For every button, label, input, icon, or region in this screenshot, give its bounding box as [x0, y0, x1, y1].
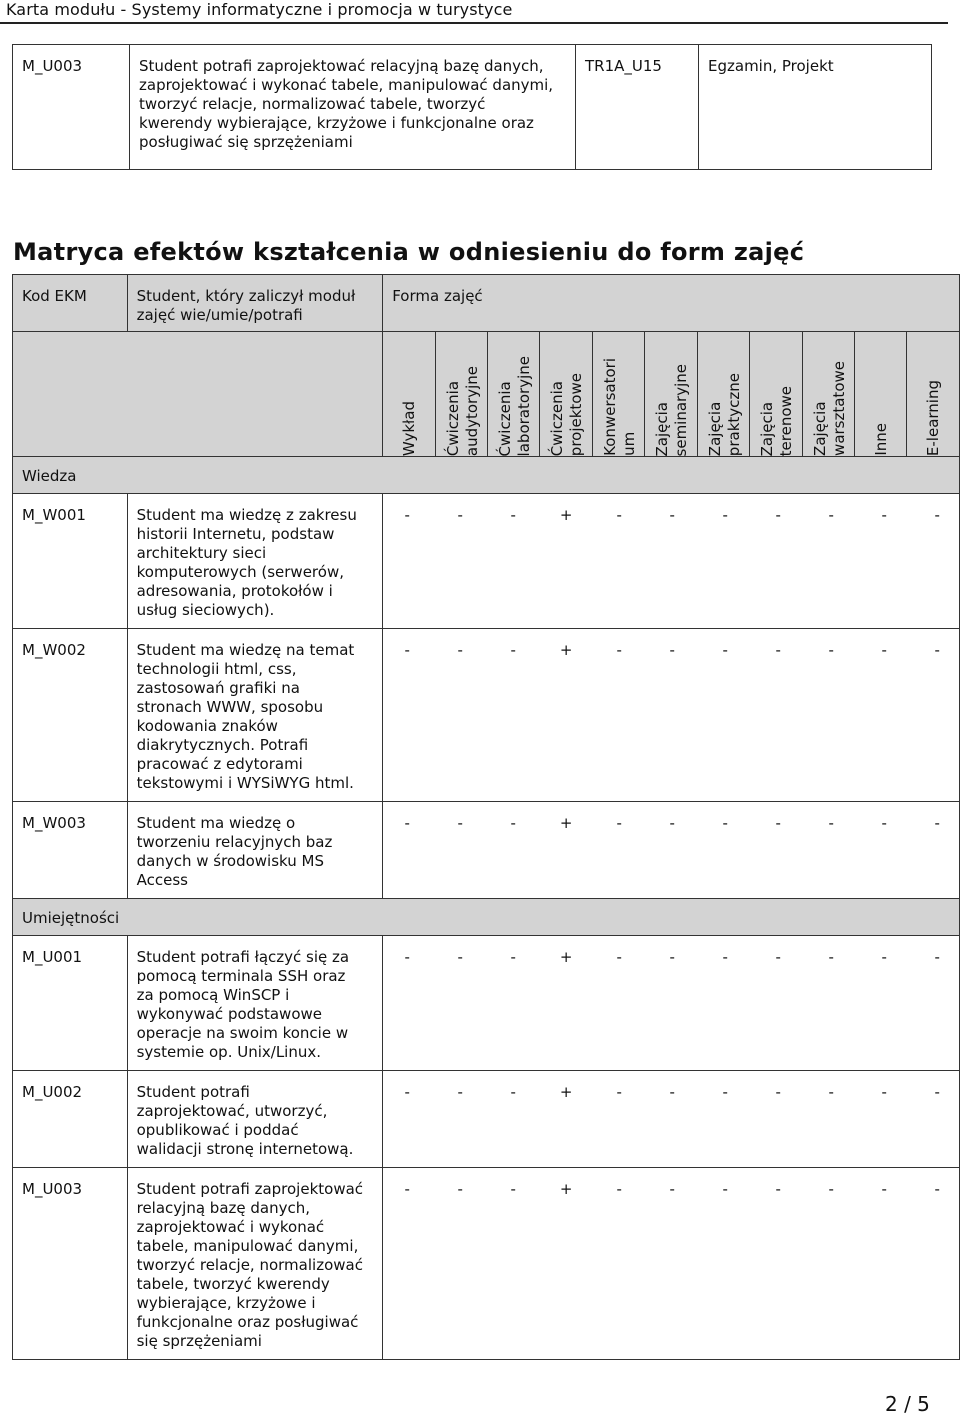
form-mark: - [404, 641, 410, 659]
section-label: Wiedza [13, 457, 960, 494]
description-line: opublikować i poddać [136, 1121, 299, 1139]
form-mark: - [934, 814, 940, 832]
form-mark: - [722, 948, 728, 966]
description-line: Student ma wiedzę o [136, 814, 296, 832]
description-line: zaprojektować i wykonać tabele, manipulować danymi, [139, 76, 554, 94]
form-mark: - [881, 506, 887, 524]
form-mark: - [828, 814, 834, 832]
section-row [13, 899, 960, 936]
form-mark: - [828, 1180, 834, 1198]
description-line: tabele, tworzyć kwerendy [136, 1275, 330, 1293]
form-label [811, 361, 849, 456]
description-line: walidacji stronę internetową. [136, 1140, 354, 1158]
section-row [13, 457, 960, 494]
description-line: Student potrafi łączyć się za [136, 948, 350, 966]
matrix-header-row [13, 275, 960, 332]
description-line: Student potrafi zaprojektować relacyjną bazę danych, [139, 57, 544, 75]
description-line: funkcjonalne oraz posługiwać [136, 1313, 359, 1331]
form-marks [383, 494, 960, 629]
table-row [13, 936, 960, 1071]
form-mark: - [828, 1083, 834, 1101]
form-mark: - [828, 641, 834, 659]
form-label-line: E-learning [924, 379, 943, 456]
header-description [127, 275, 383, 332]
form-label-line: seminaryjne [672, 363, 691, 456]
description-line: architektury sieci [136, 544, 267, 562]
form-mark: + [559, 1083, 573, 1101]
form-label-line: um [619, 431, 638, 456]
document-header-title: Karta modułu - Systemy informatyczne i promocja w turystyce [6, 0, 513, 19]
description-line: tekstowymi i WYSiWYG html. [136, 774, 354, 792]
header-forms [383, 275, 960, 332]
assessment-text: Egzamin, Projekt [708, 57, 834, 75]
form-label-line: praktyczne [724, 372, 743, 456]
ekm-description [127, 1071, 383, 1168]
form-label-line: Zajęcia [653, 401, 672, 456]
ekm-code: M_U002 [13, 1071, 128, 1168]
form-mark: - [775, 641, 781, 659]
form-mark: - [881, 641, 887, 659]
form-mark: - [457, 1180, 463, 1198]
form-marks [383, 802, 960, 899]
form-mark: - [775, 948, 781, 966]
form-label-line: Wykład [400, 400, 419, 456]
form-mark: - [404, 814, 410, 832]
form-mark: - [775, 1083, 781, 1101]
description-line: Student potrafi [136, 1083, 250, 1101]
description-line: tworzeniu relacyjnych baz [136, 833, 333, 851]
form-mark: - [404, 1180, 410, 1198]
description-line: usług sieciowych). [136, 601, 275, 619]
page-number: 2 / 5 [885, 1392, 930, 1416]
form-mark: - [669, 948, 675, 966]
description-line: tworzyć relacje, normalizować [136, 1256, 363, 1274]
form-label [548, 373, 586, 456]
form-header [383, 332, 435, 457]
form-header [855, 332, 907, 457]
form-mark: - [881, 814, 887, 832]
form-marks [383, 1071, 960, 1168]
description-line: zastosowań grafiki na [136, 679, 300, 697]
description-line: historii Internetu, podstaw [136, 525, 335, 543]
form-mark: - [722, 1180, 728, 1198]
description-line: technologii html, css, [136, 660, 297, 678]
form-mark: - [616, 506, 622, 524]
form-label-line: Zajęcia [810, 401, 829, 456]
form-mark: - [669, 1083, 675, 1101]
form-label-line: Ćwiczenia [496, 380, 515, 456]
form-header [540, 332, 592, 457]
form-mark: - [669, 1180, 675, 1198]
outcome-description [130, 45, 576, 170]
form-mark: - [457, 948, 463, 966]
form-mark: + [559, 641, 573, 659]
description-line: danych w środowisku MS [136, 852, 325, 870]
description-line: Access [136, 871, 188, 889]
form-mark: - [457, 814, 463, 832]
form-mark: - [616, 814, 622, 832]
form-mark: - [775, 1180, 781, 1198]
form-label [872, 423, 891, 456]
table-row [13, 45, 932, 170]
ekm-code: M_W002 [13, 629, 128, 802]
form-mark: + [559, 506, 573, 524]
form-mark: - [722, 641, 728, 659]
form-marks [383, 936, 960, 1071]
form-marks [383, 1168, 960, 1360]
description-line: relacyjną bazę danych, [136, 1199, 310, 1217]
form-marks [383, 629, 960, 802]
forms-spacer [13, 332, 383, 457]
form-mark: - [722, 1083, 728, 1101]
outcome-reference-table [12, 44, 932, 170]
description-line: zaprojektować i wykonać [136, 1218, 325, 1236]
outcomes-matrix-table [12, 274, 960, 1360]
form-mark: - [934, 1180, 940, 1198]
form-mark: - [616, 1083, 622, 1101]
form-mark: - [510, 814, 516, 832]
form-mark: - [510, 948, 516, 966]
form-header [907, 332, 960, 457]
form-label-line: Inne [872, 423, 891, 456]
description-line: kwerendy wybierające, krzyżowe i funkcjonalne oraz [139, 114, 534, 132]
form-mark: - [510, 1180, 516, 1198]
form-label-line: Zajęcia [758, 401, 777, 456]
form-mark: - [934, 641, 940, 659]
form-label-line: Zajęcia [705, 401, 724, 456]
form-label [444, 366, 482, 456]
description-line: tworzyć relacje, normalizować tabele, tworzyć [139, 95, 486, 113]
header-code-text: Kod EKM [22, 287, 87, 305]
form-header [802, 332, 854, 457]
ekm-description [127, 494, 383, 629]
form-label [758, 386, 796, 456]
form-mark: - [510, 1083, 516, 1101]
form-mark: + [559, 1180, 573, 1198]
description-line: Student ma wiedzę na temat [136, 641, 355, 659]
form-mark: - [722, 506, 728, 524]
form-label [601, 358, 639, 456]
form-mark: - [934, 506, 940, 524]
form-header [592, 332, 644, 457]
header-description-line: Student, który zaliczył moduł [136, 287, 356, 305]
form-header [697, 332, 749, 457]
form-mark: - [881, 1083, 887, 1101]
form-mark: - [457, 506, 463, 524]
form-mark: - [616, 948, 622, 966]
form-mark: - [404, 506, 410, 524]
matrix-forms-row [13, 332, 960, 457]
description-line: zaprojektować, utworzyć, [136, 1102, 328, 1120]
description-line: za pomocą WinSCP i [136, 986, 290, 1004]
table-row [13, 802, 960, 899]
ekm-code: M_W001 [13, 494, 128, 629]
outcome-code [13, 45, 130, 170]
form-mark: - [404, 1083, 410, 1101]
section-label: Umiejętności [13, 899, 960, 936]
form-label [924, 380, 943, 456]
description-line: Student ma wiedzę z zakresu [136, 506, 357, 524]
form-label [706, 373, 744, 456]
form-mark: - [828, 948, 834, 966]
form-label-line: terenowe [777, 385, 796, 456]
form-label-line: laboratoryjne [515, 355, 534, 456]
form-mark: - [881, 1180, 887, 1198]
section-title: Matryca efektów kształcenia w odniesieniu do form zajęć [13, 238, 805, 266]
table-row [13, 1168, 960, 1360]
outcome-assessment [699, 45, 932, 170]
ekm-code: M_U003 [13, 1168, 128, 1360]
header-divider [0, 22, 948, 24]
description-line: systemie op. Unix/Linux. [136, 1043, 322, 1061]
table-row [13, 494, 960, 629]
form-mark: - [669, 506, 675, 524]
form-mark: - [457, 1083, 463, 1101]
header-description-line: zajęć wie/umie/potrafi [136, 306, 303, 324]
outcome-code-text: M_U003 [22, 57, 83, 75]
form-label [653, 364, 691, 456]
form-mark: - [404, 948, 410, 966]
description-line: adresowania, protokołów i [136, 582, 333, 600]
form-mark: - [828, 506, 834, 524]
form-label [496, 356, 534, 456]
form-header [645, 332, 697, 457]
form-mark: - [669, 641, 675, 659]
outcome-reference [576, 45, 699, 170]
description-line: diakrytycznych. Potrafi [136, 736, 309, 754]
reference-text: TR1A_U15 [585, 57, 662, 75]
description-line: wykonywać podstawowe [136, 1005, 322, 1023]
description-line: Student potrafi zaprojektować [136, 1180, 364, 1198]
form-label-line: Konwersatori [600, 358, 619, 456]
form-label [400, 401, 419, 456]
form-mark: + [559, 814, 573, 832]
description-line: tabele, manipulować danymi, [136, 1237, 359, 1255]
description-line: kodowania znaków [136, 717, 278, 735]
form-label-line: audytoryjne [462, 365, 481, 456]
table-row [13, 629, 960, 802]
form-label-line: Ćwiczenia [443, 380, 462, 456]
form-label-line: projektowe [567, 372, 586, 456]
form-mark: - [881, 948, 887, 966]
form-header [750, 332, 802, 457]
form-mark: - [457, 641, 463, 659]
form-label-line: Ćwiczenia [548, 380, 567, 456]
ekm-description [127, 936, 383, 1071]
ekm-description [127, 629, 383, 802]
form-mark: - [934, 948, 940, 966]
description-line: operacje na swoim koncie w [136, 1024, 349, 1042]
table-row [13, 1071, 960, 1168]
ekm-code: M_W003 [13, 802, 128, 899]
header-forms-text: Forma zajęć [392, 287, 483, 305]
ekm-description [127, 1168, 383, 1360]
form-mark: + [559, 948, 573, 966]
form-label-line: warsztatowe [829, 361, 848, 456]
form-mark: - [510, 641, 516, 659]
ekm-description [127, 802, 383, 899]
form-mark: - [669, 814, 675, 832]
form-mark: - [616, 1180, 622, 1198]
header-code [13, 275, 128, 332]
form-mark: - [616, 641, 622, 659]
form-mark: - [934, 1083, 940, 1101]
form-mark: - [722, 814, 728, 832]
description-line: wybierające, krzyżowe i [136, 1294, 316, 1312]
form-mark: - [775, 814, 781, 832]
form-mark: - [510, 506, 516, 524]
form-header [488, 332, 540, 457]
description-line: posługiwać się sprzężeniami [139, 133, 353, 151]
description-line: się sprzężeniami [136, 1332, 262, 1350]
description-line: pomocą terminala SSH oraz [136, 967, 346, 985]
description-line: stronach WWW, sposobu [136, 698, 324, 716]
form-mark: - [775, 506, 781, 524]
form-header [435, 332, 487, 457]
ekm-code: M_U001 [13, 936, 128, 1071]
description-line: komputerowych (serwerów, [136, 563, 344, 581]
description-line: pracować z edytorami [136, 755, 303, 773]
